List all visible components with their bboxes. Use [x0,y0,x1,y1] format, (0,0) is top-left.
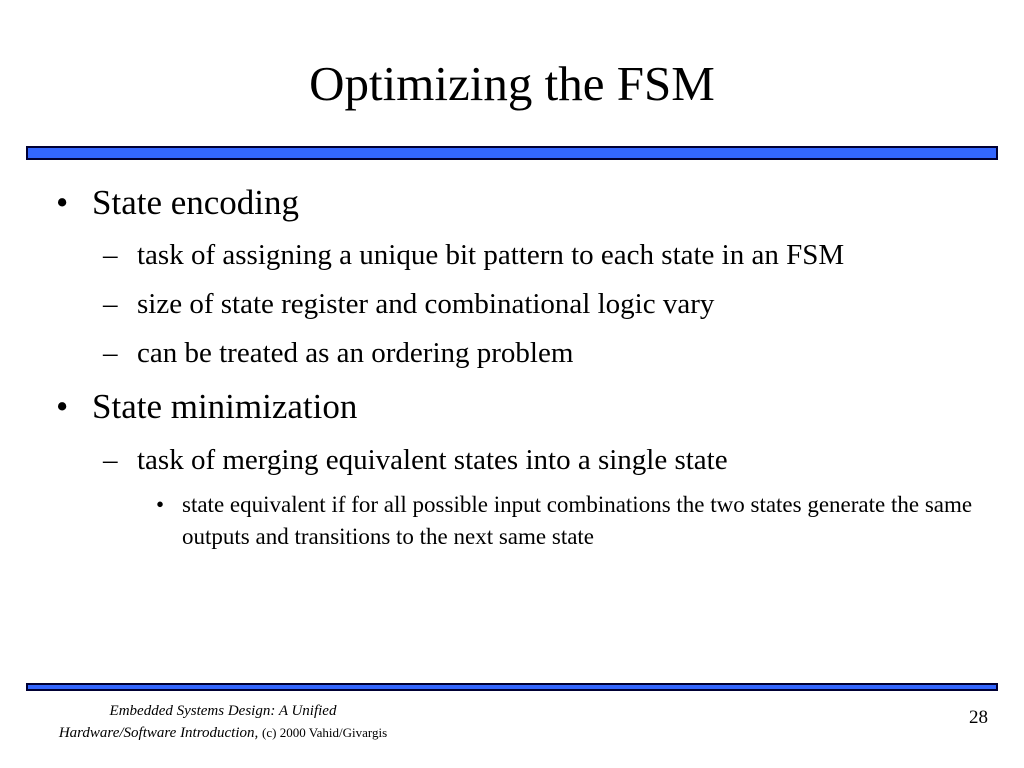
bullet-text: State encoding [92,183,300,222]
bottom-divider-bar [26,683,998,691]
bullet-text: can be treated as an ordering problem [137,337,574,369]
sub-bullet-task-of-assigning [103,237,844,273]
slide-title: Optimizing the FSM [309,56,715,111]
footer-book-subtitle: Hardware/Software Introduction, [58,725,259,741]
sub-bullet-ordering-problem [103,335,573,371]
bullet-text: task of merging equivalent states into a single state [137,444,728,476]
bullet-dash: – [103,444,118,476]
bullet-text: size of state register and combinational logic vary [137,288,715,320]
footer-line-2 [28,722,418,744]
bullet-dash: – [103,288,118,320]
bullet-text: state equivalent if for all possible input combinations the two states generate the same outputs and transitions to the next same state [182,492,973,549]
bullet-dot: • [56,387,69,426]
bullet-state-encoding [56,182,299,224]
footer-citation [28,700,418,744]
bullet-dash: – [103,239,118,271]
sub-bullet-size-of-state-register [103,286,714,322]
bullet-dot: • [156,492,165,517]
sub-bullet-task-of-merging [103,442,728,478]
bullet-text: task of assigning a unique bit pattern to each state in an FSM [137,239,845,271]
bullet-state-minimization [56,386,357,428]
bullet-dash: – [103,337,118,369]
footer-copyright: (c) 2000 Vahid/Givargis [262,725,388,740]
sub-sub-bullet-state-equivalent [156,489,976,553]
footer-line-1: Embedded Systems Design: A Unified [109,703,337,719]
bullet-dot: • [56,183,69,222]
page-number: 28 [969,707,988,728]
bullet-text: State minimization [92,387,358,426]
